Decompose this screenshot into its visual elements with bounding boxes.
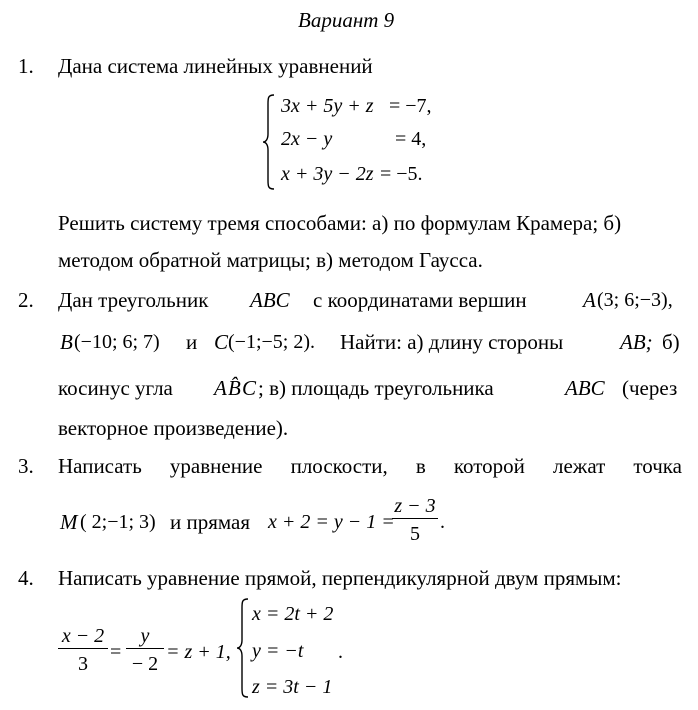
point-c-coords: (−1;−5; 2).	[228, 331, 315, 353]
fraction-denominator: 5	[392, 518, 438, 547]
point-a-coords: (3; 6;−3),	[597, 289, 673, 311]
problem-2-line1-b: с координатами вершин	[313, 288, 527, 312]
angle-abc-b-hat: B̂	[228, 376, 241, 400]
problem-2-line2-end: б)	[662, 330, 680, 354]
fraction-numerator: y	[140, 625, 150, 647]
page-title: Вариант 9	[298, 8, 395, 32]
point-a-name: A	[583, 288, 596, 312]
equals-sign-1: =	[110, 641, 122, 663]
line-equation-fraction	[392, 494, 438, 547]
system-1-brace	[262, 94, 276, 190]
problem-2-line1-a: Дан треугольник	[58, 288, 209, 312]
problem-2-line3-b: ; в) площадь треугольника	[258, 376, 494, 400]
point-b-coords: (−10; 6; 7)	[74, 331, 160, 353]
problem-2-line2-text: Найти: а) длину стороны	[340, 330, 564, 354]
triangle-name: ABC	[250, 288, 290, 312]
period: .	[338, 641, 343, 663]
problem-1-number: 1.	[18, 54, 34, 78]
system-2-brace	[236, 598, 250, 698]
line1-fraction-y	[126, 624, 164, 677]
system-2-eq3: z = 3t − 1	[252, 676, 333, 698]
fraction-numerator: x − 2	[61, 625, 105, 647]
problem-2-number: 2.	[18, 288, 34, 312]
point-m-name: M	[60, 510, 78, 534]
point-c-name: C	[214, 330, 229, 354]
side-ab: AB;	[620, 330, 653, 354]
system-1-eq3-rhs: = −5.	[380, 163, 423, 185]
point-m-coords: ( 2;−1; 3)	[80, 511, 156, 533]
line1-fraction-x	[58, 624, 108, 677]
problem-1-task-line1: Решить систему тремя способами: а) по формулам Крамера; б)	[58, 211, 622, 235]
line-equation-left: x + 2 = y − 1 =	[268, 511, 395, 533]
problem-4-number: 4.	[18, 566, 34, 590]
system-1-eq2-rhs: = 4,	[395, 128, 427, 150]
problem-2-line3-a: косинус угла	[58, 376, 173, 400]
system-2-eq2: y = −t	[252, 640, 304, 662]
fraction-numerator: z − 3	[394, 495, 436, 517]
problem-4-line1: Написать уравнение прямой, перпендикулярной двум прямым:	[58, 566, 622, 590]
angle-abc-a: A	[214, 376, 227, 400]
system-1-eq1-lhs: 3x + 5y + z	[281, 95, 374, 117]
angle-abc-c: C	[242, 376, 257, 400]
problem-1-task-line2: методом обратной матрицы; в) методом Гаусса.	[58, 248, 483, 272]
period: .	[440, 511, 445, 533]
point-b-name: B	[60, 330, 73, 354]
and-word: и	[186, 330, 198, 354]
triangle-name-2: ABC	[565, 376, 605, 400]
problem-3-line2-mid: и прямая	[170, 510, 251, 534]
problem-3-number: 3.	[18, 454, 34, 478]
line1-equation-end: = z + 1,	[166, 641, 231, 663]
system-1-eq1-rhs: = −7,	[389, 95, 432, 117]
problem-1-intro: Дана система линейных уравнений	[58, 54, 373, 78]
problem-2-line3-d: (через	[622, 376, 678, 400]
system-2-eq1: x = 2t + 2	[252, 603, 334, 625]
problem-3-line1: Написать уравнение плоскости, в которой лежат точка	[58, 454, 682, 478]
problem-2-line4: векторное произведение).	[58, 416, 289, 440]
system-1-eq2-lhs: 2x − y	[281, 128, 333, 150]
fraction-denominator: − 2	[126, 648, 164, 677]
fraction-denominator: 3	[58, 648, 108, 677]
system-1-eq3-lhs: x + 3y − 2z	[281, 163, 374, 185]
